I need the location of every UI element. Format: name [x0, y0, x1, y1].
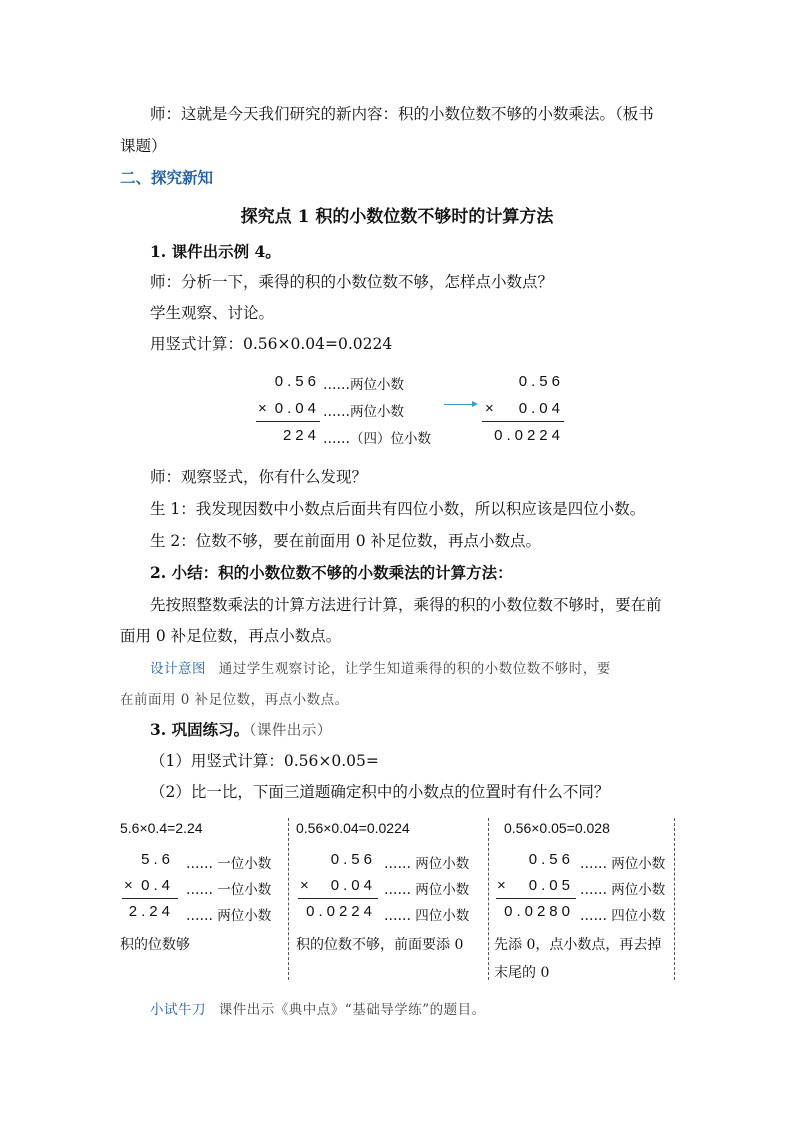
compare-col3-equation: 0.56×0.05=0.028 [504, 820, 610, 836]
trial-text: 课件出示《典中点》“基础导学练”的题目。 [218, 1002, 486, 1018]
example-left-row2: 0.04 [274, 400, 320, 417]
compare-col2-row1: 0.56 [330, 851, 376, 868]
example-left-op: × [258, 400, 267, 417]
step2-line-2: 面用 0 补足位数，再点小数点。 [120, 627, 342, 645]
step1-students: 学生观察、讨论。 [150, 304, 275, 322]
compare-col3-rule [496, 898, 576, 899]
step2-heading: 2. 小结：积的小数位数不够的小数乘法的计算方法： [150, 563, 513, 582]
step2-line-1: 先按照整数乘法的计算方法进行计算，乘得的积的小数位数不够时，要在前 [150, 596, 662, 614]
design-intent-line-1: 通过学生观察讨论，让学生知道乘得的积的小数位数不够时，要 [218, 661, 611, 677]
example-right-row3: 0.0224 [494, 427, 564, 444]
compare-col2-op: × [300, 877, 309, 894]
step3-heading-suffix: （课件出示） [249, 723, 332, 739]
compare-col1-rule [122, 898, 178, 899]
example-left-note3: ……（四）位小数 [323, 431, 431, 447]
compare-col2-note1: …… 两位小数 [384, 856, 470, 872]
compare-col3-note2: …… 两位小数 [580, 882, 666, 898]
compare-col3-row3: 0.0280 [504, 903, 574, 920]
compare-divider-3 [674, 818, 675, 980]
compare-col1-op: × [124, 877, 133, 894]
compare-divider-2 [488, 818, 489, 980]
compare-col3-conclusion-1: 先添 0，点小数点，再去掉 [494, 937, 662, 953]
compare-col3-conclusion-2: 末尾的 0 [494, 965, 550, 981]
trial-row [150, 998, 486, 1018]
compare-col2-note3: …… 四位小数 [384, 908, 470, 924]
compare-col1-note2: …… 一位小数 [186, 882, 272, 898]
compare-col1-conclusion: 积的位数够 [120, 937, 190, 953]
step1-teacher: 师：分析一下，乘得的积的小数位数不够，怎样点小数点？ [150, 273, 554, 291]
example-right-row1: 0.56 [518, 373, 564, 390]
compare-col2-equation: 0.56×0.04=0.0224 [296, 820, 410, 836]
dialog-student-1: 生 1：我发现因数中小数点后面共有四位小数，所以积应该是四位小数。 [150, 500, 646, 518]
compare-col3-op: × [497, 877, 506, 894]
compare-col1-equation: 5.6×0.4=2.24 [120, 820, 203, 836]
step1-vertical: 用竖式计算：0.56×0.04=0.0224 [150, 335, 393, 353]
example-right-rule [482, 421, 564, 422]
compare-divider-1 [288, 818, 289, 980]
intro-line-2: 课题） [120, 137, 167, 155]
compare-col1-row1: 5.6 [141, 851, 174, 868]
dialog-student-2: 生 2：位数不够，要在前面用 0 补足位数，再点小数点。 [150, 532, 542, 550]
explore-title: 探究点 1 积的小数位数不够时的计算方法 [240, 207, 554, 227]
design-intent-line-2: 在前面用 0 补足位数，再点小数点。 [120, 692, 349, 708]
compare-col1-row3: 2.24 [128, 903, 174, 920]
compare-col1-note3: …… 两位小数 [186, 908, 272, 924]
compare-col3-row1: 0.56 [528, 851, 574, 868]
compare-col1-note1: …… 一位小数 [186, 856, 272, 872]
compare-col2-row2: 0.04 [330, 877, 376, 894]
compare-col3-note1: …… 两位小数 [580, 856, 666, 872]
example-left-note2: ……两位小数 [323, 404, 404, 420]
step3-question-2: （2）比一比，下面三道题确定积中的小数点的位置时有什么不同？ [150, 783, 610, 801]
compare-col2-note2: …… 两位小数 [384, 882, 470, 898]
example-left-rule [256, 421, 320, 422]
compare-col1-row2: 0.4 [141, 877, 174, 894]
compare-col2-conclusion: 积的位数不够，前面要添 0 [296, 937, 464, 953]
example-right-op: × [485, 400, 494, 417]
compare-col2-rule [298, 898, 378, 899]
trial-label: 小试牛刀 [150, 1002, 206, 1018]
example-left-note1: ……两位小数 [323, 377, 404, 393]
compare-col3-note3: …… 四位小数 [580, 908, 666, 924]
arrow-right-icon [444, 404, 476, 405]
step3-heading: 3. 巩固练习。 [150, 720, 250, 739]
compare-col3-row2: 0.05 [528, 877, 574, 894]
design-intent-label: 设计意图 [150, 661, 206, 677]
compare-col2-row3: 0.0224 [306, 903, 376, 920]
example-left-row1: 0.56 [274, 373, 320, 390]
example-right-row2: 0.04 [518, 400, 564, 417]
design-intent [150, 657, 611, 677]
step1-heading: 1. 课件出示例 4。 [150, 242, 281, 261]
intro-line-1: 师：这就是今天我们研究的新内容：积的小数位数不够的小数乘法。（板书 [150, 105, 654, 123]
section-heading: 二、探究新知 [120, 168, 214, 187]
example-left-row3: 224 [282, 427, 320, 444]
dialog-teacher: 师：观察竖式，你有什么发现？ [150, 468, 368, 486]
step3-question-1: （1）用竖式计算：0.56×0.05= [150, 752, 379, 770]
step3-heading-row [150, 718, 332, 740]
